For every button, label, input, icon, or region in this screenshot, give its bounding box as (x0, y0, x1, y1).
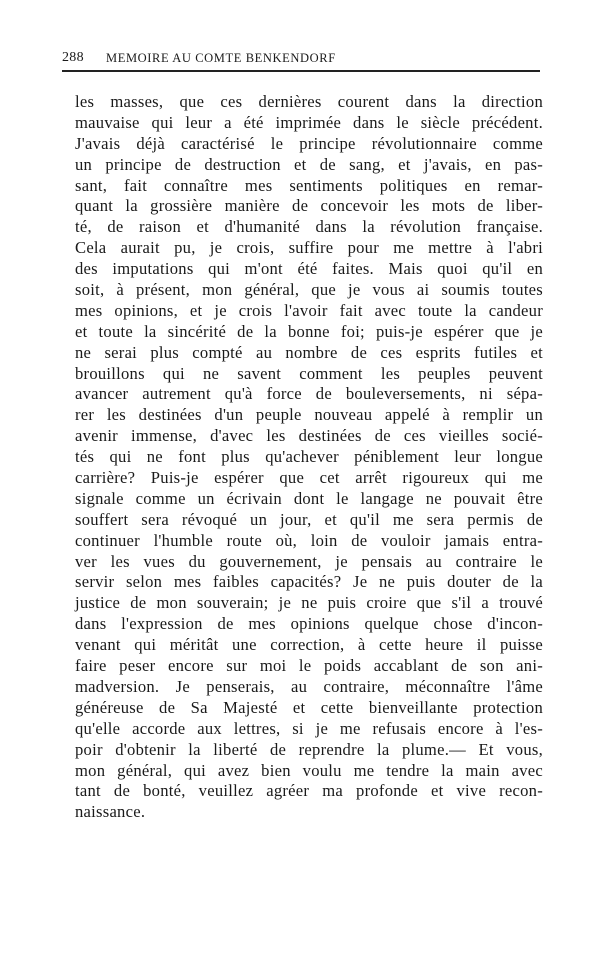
running-title: MEMOIRE AU COMTE BENKENDORF (106, 51, 336, 65)
text-line: naissance. (75, 802, 146, 822)
text-line: continuer l'humble route où, loin de vouloir jamais entra- (75, 530, 543, 550)
text-line: venant qui méritât une correction, à cette heure il puisse (75, 635, 543, 655)
text-line: et toute la sincérité de la bonne foi; puis-je espérer que je (75, 321, 543, 341)
text-line: ver les vues du gouvernement, je pensais au contraire le (75, 551, 543, 571)
text-line: faire peser encore sur moi le poids accablant de son ani- (75, 656, 543, 676)
text-line: té, de raison et d'humanité dans la révolution française. (75, 217, 543, 237)
text-line: généreuse de Sa Majesté et cette bienveillante protection (75, 697, 543, 717)
running-header (62, 50, 540, 70)
text-line: soit, à présent, mon général, que je vous ai soumis toutes (75, 280, 543, 300)
page-number: 288 (62, 50, 84, 65)
text-line: mon général, qui avez bien voulu me tendre la main avec (75, 760, 543, 780)
text-line: Cela aurait pu, je crois, suffire pour me mettre à l'abri (75, 238, 543, 258)
text-line: justice de mon souverain; je ne puis croire que s'il a trouvé (75, 593, 543, 613)
text-line: qu'elle accorde aux lettres, si je me refusais encore à l'es- (75, 718, 543, 738)
text-line: mauvaise qui leur a été imprimée dans le siècle précédent. (75, 112, 543, 132)
text-line: signale comme un écrivain dont le langage ne pouvait être (75, 488, 543, 508)
text-line: servir selon mes faibles capacités? Je ne puis douter de la (75, 572, 543, 592)
text-line: rer les destinées d'un peuple nouveau appelé à remplir un (75, 405, 543, 425)
text-line: avenir immense, d'avec les destinées de ces vieilles socié- (75, 426, 543, 446)
text-line: avancer autrement qu'à force de bouleversements, ni sépa- (75, 384, 543, 404)
header-rule (62, 70, 540, 72)
text-line: madversion. Je penserais, au contraire, méconnaître l'âme (75, 676, 543, 696)
text-line: des imputations qui m'ont été faites. Mais quoi qu'il en (75, 259, 543, 279)
text-line: ne serai plus compté au nombre de ces esprits futiles et (75, 342, 543, 362)
text-line: quant la grossière manière de concevoir les mots de liber- (75, 196, 543, 216)
text-line: dans l'expression de mes opinions quelque chose d'incon- (75, 614, 543, 634)
text-line: tés qui ne font plus qu'achever péniblement leur longue (75, 447, 543, 467)
text-line: mes opinions, et je crois l'avoir fait avec toute la candeur (75, 300, 543, 320)
text-line: tant de bonté, veuillez agréer ma profonde et vive recon- (75, 781, 543, 801)
text-line: les masses, que ces dernières courent dans la direction (75, 92, 543, 111)
text-line: brouillons qui ne savent comment les peuples peuvent (75, 363, 543, 383)
text-line: poir d'obtenir la liberté de reprendre la plume.— Et vous, (75, 739, 543, 759)
text-line: sant, fait connaître mes sentiments politiques en remar- (75, 175, 543, 195)
body-text (75, 92, 543, 823)
text-line: un principe de destruction et de sang, et j'avais, en pas- (75, 154, 543, 174)
text-line: J'avais déjà caractérisé le principe révolutionnaire comme (75, 133, 543, 153)
text-line: souffert sera révoqué un jour, et qu'il me sera permis de (75, 509, 543, 529)
text-line: carrière? Puis-je espérer que cet arrêt rigoureux qui me (75, 468, 543, 488)
